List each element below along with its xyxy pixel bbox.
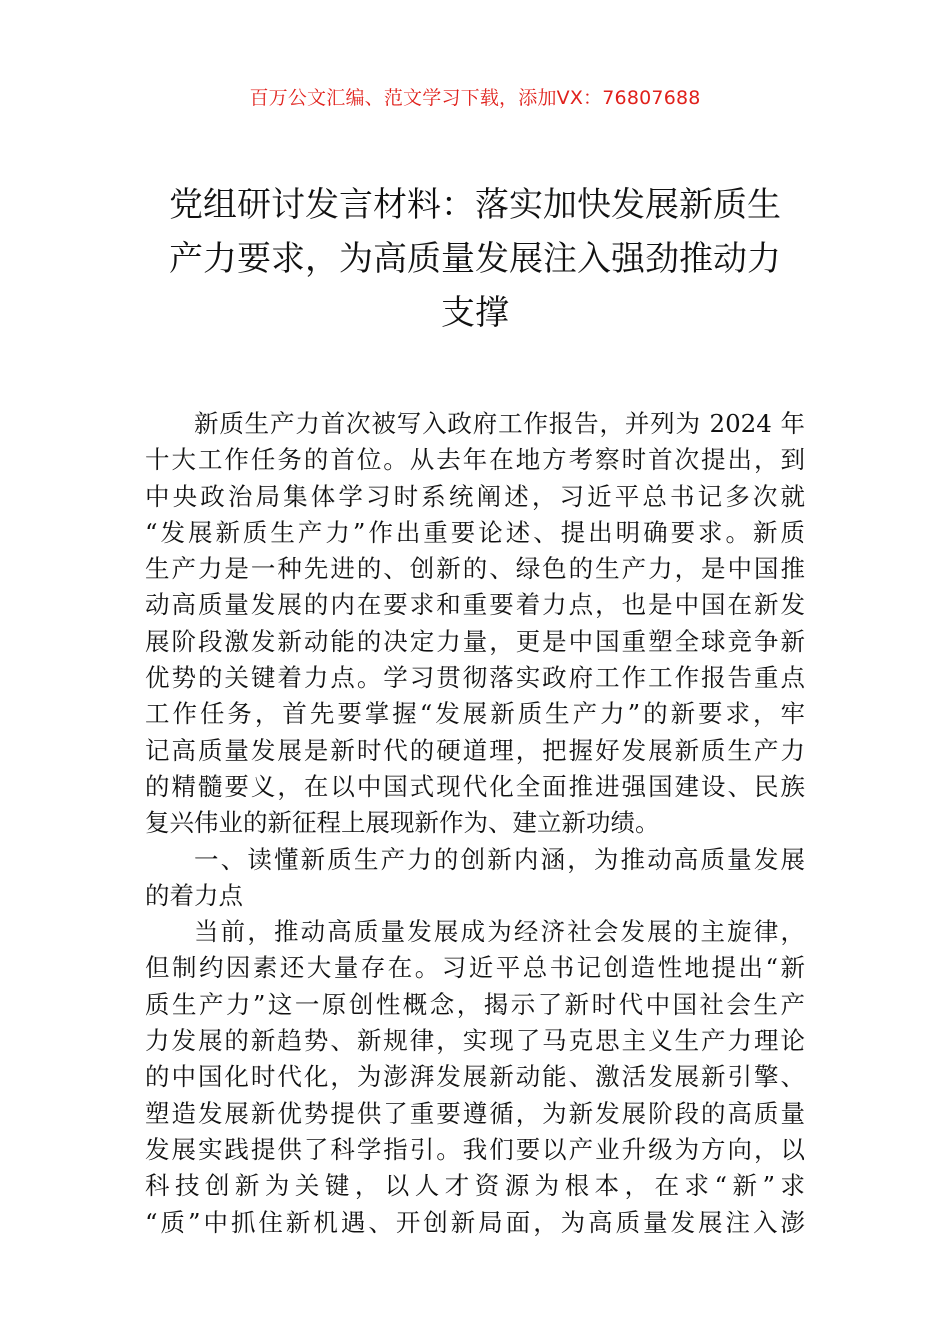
paragraph-line: 但制约因素还大量存在。习近平总书记创造性地提出“新 <box>145 953 805 983</box>
title-line: 产力要求，为高质量发展注入强劲推动力 <box>169 239 781 279</box>
paragraph-line: 科技创新为关键，以人才资源为根本，在求“新”求 <box>145 1171 805 1201</box>
paragraph-line: 新质生产力首次被写入政府工作报告，并列为 2024 年 <box>194 409 805 438</box>
paragraph-line: 动高质量发展的内在要求和重要着力点，也是中国在新发 <box>145 590 805 620</box>
paragraph-line: 塑造发展新优势提供了重要遵循，为新发展阶段的高质量 <box>145 1098 805 1128</box>
title-line: 党组研讨发言材料：落实加快发展新质生 <box>169 185 781 225</box>
paragraph-line: 当前，推动高质量发展成为经济社会发展的主旋律， <box>194 917 805 947</box>
header-watermark-note: 百万公文汇编、范文学习下载，添加VX：76807688 <box>249 87 701 109</box>
paragraph-line: 力发展的新趋势、新规律，实现了马克思主义生产力理论 <box>145 1026 805 1056</box>
section-heading-line: 一、读懂新质生产力的创新内涵，为推动高质量发展 <box>194 844 805 874</box>
paragraph-line: 工作任务，首先要掌握“发展新质生产力”的新要求，牢 <box>145 699 805 729</box>
paragraph-line: 发展实践提供了科学指引。我们要以产业升级为方向，以 <box>145 1134 805 1164</box>
paragraph-line: 优势的关键着力点。学习贯彻落实政府工作工作报告重点 <box>145 663 805 693</box>
document-title <box>120 178 830 340</box>
paragraph-line: 复兴伟业的新征程上展现新作为、建立新功绩。 <box>145 808 660 838</box>
paragraph-line: 展阶段激发新动能的决定力量，更是中国重塑全球竞争新 <box>145 626 805 656</box>
paragraph-line: 十大工作任务的首位。从去年在地方考察时首次提出，到 <box>145 445 805 475</box>
section-heading-line: 的着力点 <box>145 880 243 910</box>
paragraph-line: “质”中抓住新机遇、开创新局面，为高质量发展注入澎 <box>145 1207 805 1237</box>
paragraph-line: 生产力是一种先进的、创新的、绿色的生产力，是中国推 <box>145 554 805 584</box>
paragraph-line: 中央政治局集体学习时系统阐述，习近平总书记多次就 <box>145 481 805 511</box>
paragraph-line: “发展新质生产力”作出重要论述、提出明确要求。新质 <box>145 517 805 547</box>
document-body <box>145 406 805 1241</box>
title-line: 支撑 <box>441 293 509 333</box>
paragraph-line: 质生产力”这一原创性概念，揭示了新时代中国社会生产 <box>145 989 805 1019</box>
paragraph-line: 的中国化时代化，为澎湃发展新动能、激活发展新引擎、 <box>145 1062 805 1092</box>
paragraph-line: 记高质量发展是新时代的硬道理，把握好发展新质生产力 <box>145 735 805 765</box>
paragraph-line: 的精髓要义，在以中国式现代化全面推进强国建设、民族 <box>145 771 805 801</box>
